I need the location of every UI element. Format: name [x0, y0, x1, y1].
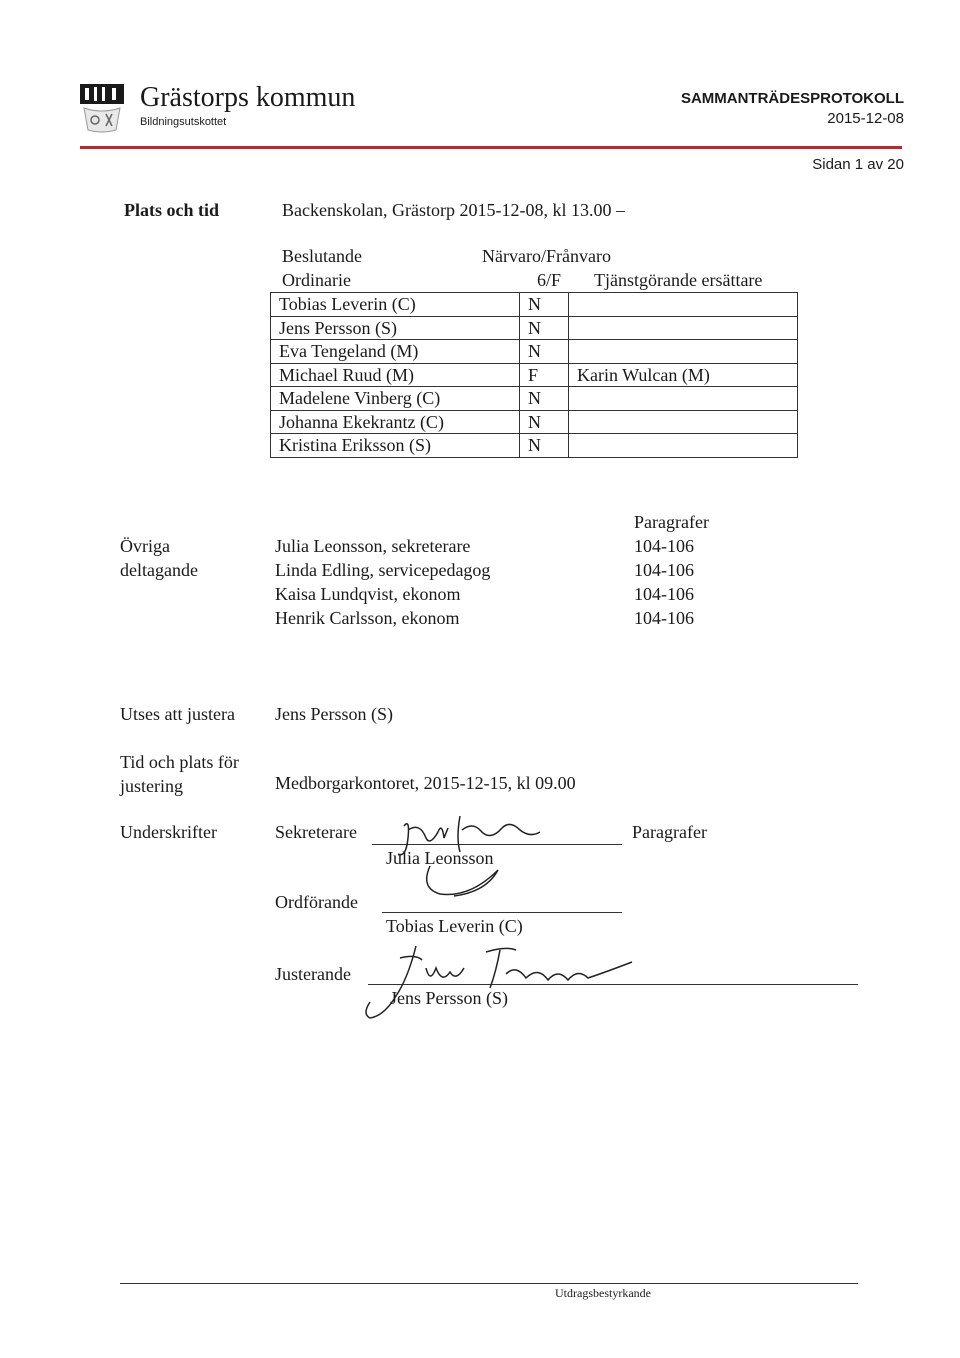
tid-value: Medborgarkontoret, 2015-12-15, kl 09.00	[275, 773, 576, 793]
meeting-value-text: Backenskolan, Grästorp 2015-12-08, kl 13.00 –	[282, 200, 625, 220]
member-status: N	[520, 340, 569, 364]
ordforande-signature-line	[382, 912, 622, 913]
sekreterare-name: Julia Leonsson	[386, 848, 494, 868]
paragrafer-label: Paragrafer	[632, 822, 707, 842]
member-name: Johanna Ekekrantz (C)	[271, 410, 520, 434]
sekreterare-signature	[390, 808, 620, 908]
member-substitute	[569, 340, 798, 364]
member-name: Tobias Leverin (C)	[271, 293, 520, 317]
member-status: N	[520, 410, 569, 434]
beslutande-heading: Beslutande	[282, 246, 362, 266]
member-substitute	[569, 293, 798, 317]
other-person-name: Henrik Carlsson, ekonom	[275, 608, 460, 628]
table-row	[271, 316, 798, 340]
table-row	[271, 434, 798, 458]
page-number: Sidan 1 av 20	[812, 156, 904, 173]
member-status: N	[520, 434, 569, 458]
justerande-name: Jens Persson (S)	[390, 988, 509, 1008]
table-row	[271, 410, 798, 434]
member-name: Michael Ruud (M)	[271, 363, 520, 387]
utses-label: Utses att justera	[120, 704, 235, 724]
attendance-table	[270, 292, 798, 458]
others-label-line1: Övriga	[120, 536, 170, 556]
table-row	[271, 293, 798, 317]
member-status: N	[520, 293, 569, 317]
meeting-label: Plats och tid	[124, 200, 220, 220]
table-row	[271, 363, 798, 387]
tid-label-line1: Tid och plats för	[120, 752, 239, 772]
member-substitute	[569, 387, 798, 411]
paragrafer-heading: Paragrafer	[634, 512, 709, 532]
member-substitute	[569, 434, 798, 458]
member-substitute	[569, 410, 798, 434]
member-substitute	[569, 316, 798, 340]
other-person-name: Linda Edling, servicepedagog	[275, 560, 491, 580]
ordforande-label: Ordförande	[275, 892, 358, 912]
member-name: Jens Persson (S)	[271, 316, 520, 340]
other-person-name: Julia Leonsson, sekreterare	[275, 536, 471, 556]
member-name: Madelene Vinberg (C)	[271, 387, 520, 411]
ordinarie-heading: Ordinarie	[282, 270, 351, 290]
ersattare-heading: Tjänstgörande ersättare	[594, 270, 763, 290]
other-person-paragraf: 104-106	[634, 584, 694, 604]
document-date: 2015-12-08	[827, 110, 904, 127]
footer-divider	[120, 1283, 858, 1284]
member-status: F	[520, 363, 569, 387]
member-status: N	[520, 387, 569, 411]
footer-label: Utdragsbestyrkande	[555, 1286, 651, 1300]
narvaro-heading: Närvaro/Frånvaro	[482, 246, 611, 266]
table-row	[271, 387, 798, 411]
justerande-signature	[356, 938, 646, 1028]
other-person-paragraf: 104-106	[634, 536, 694, 556]
utses-value: Jens Persson (S)	[275, 704, 394, 724]
org-name: Grästorps kommun	[140, 82, 356, 113]
table-row	[271, 340, 798, 364]
department-name: Bildningsutskottet	[140, 116, 227, 128]
signatures-label: Underskrifter	[120, 822, 217, 842]
member-name: Eva Tengeland (M)	[271, 340, 520, 364]
ordforande-name: Tobias Leverin (C)	[386, 916, 523, 936]
other-person-name: Kaisa Lundqvist, ekonom	[275, 584, 461, 604]
justerande-label: Justerande	[275, 964, 351, 984]
document-type: SAMMANTRÄDESPROTOKOLL	[680, 90, 904, 107]
others-label-line2: deltagande	[120, 560, 198, 580]
sekreterare-label: Sekreterare	[275, 822, 357, 842]
member-substitute: Karin Wulcan (M)	[569, 363, 798, 387]
header-divider	[80, 146, 902, 149]
tid-label-line2: justering	[120, 776, 183, 796]
member-status: N	[520, 316, 569, 340]
other-person-paragraf: 104-106	[634, 608, 694, 628]
other-person-paragraf: 104-106	[634, 560, 694, 580]
meeting-value	[282, 200, 625, 221]
status-heading: 6/F	[537, 270, 562, 290]
member-name: Kristina Eriksson (S)	[271, 434, 520, 458]
kommun-logo	[80, 84, 124, 134]
